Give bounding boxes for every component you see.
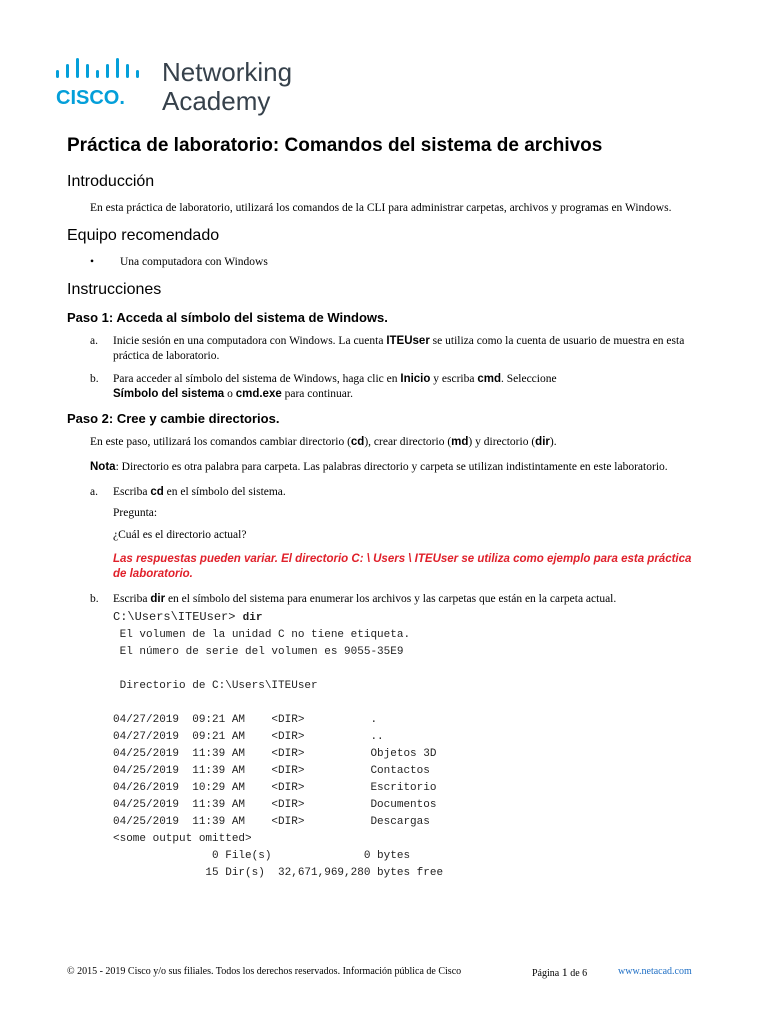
item-marker: b. (90, 373, 99, 385)
terminal-row: 04/25/2019 11:39 AM <DIR> Documentos (113, 799, 437, 811)
item-marker: a. (90, 486, 98, 498)
brand-name (162, 58, 292, 116)
intro-text: En esta práctica de laboratorio, utilizará los comandos de la CLI para administrar carpetas, archivos y programas en Windows. (90, 202, 672, 214)
step2-item-b-text: Escriba dir en el símbolo del sistema para enumerar los archivos y las carpetas que están en la carpeta actual. (113, 593, 617, 605)
document-body (67, 134, 707, 882)
equipment-heading: Equipo recomendado (67, 227, 220, 244)
intro-heading: Introducción (67, 173, 155, 190)
step1-item-b (90, 372, 707, 402)
terminal-row: 04/26/2019 10:29 AM <DIR> Escritorio (113, 782, 437, 794)
terminal-row: 04/27/2019 09:21 AM <DIR> . (113, 714, 378, 726)
step1-item-b-text: Para acceder al símbolo del sistema de Windows, haga clic en Inicio y escriba cmd. Seleccione Símbolo del sistema o cmd.exe para continuar. (113, 373, 557, 400)
terminal-file-count: 0 File(s) 0 bytes (113, 850, 411, 862)
step2-item-a (90, 485, 707, 500)
terminal-row: 04/25/2019 11:39 AM <DIR> Objetos 3D (113, 748, 437, 760)
terminal-serial: El número de serie del volumen es 9055-35E9 (113, 646, 404, 658)
terminal-omitted: <some output omitted> (113, 833, 252, 845)
note-label: Nota (90, 461, 116, 473)
step2-item-a-text: Escriba cd en el símbolo del sistema. (113, 486, 286, 498)
answer-text: Las respuestas pueden variar. El directorio C: \ Users \ ITEUser se utiliza como ejemplo para esta práctica de laboratorio. (113, 553, 692, 580)
step1-item-a-text: Inicie sesión en una computadora con Windows. La cuenta ITEUser se utiliza como la cuenta de usuario de muestra en esta práctica de laboratorio. (113, 335, 685, 362)
bullet-icon: • (90, 256, 95, 268)
item-marker: a. (90, 335, 98, 347)
step2-item-b (90, 592, 707, 607)
cisco-wordmark: CISCO. (56, 87, 125, 108)
cisco-bars-icon (54, 58, 154, 108)
terminal-prompt: C:\Users\ITEUser> (113, 610, 243, 624)
account-name: ITEUser (386, 335, 430, 347)
brand-line-academy: Academy (162, 86, 271, 116)
instructions-heading: Instrucciones (67, 281, 162, 298)
footer-page-number: Página 1 de 6 (532, 965, 588, 979)
terminal-row: 04/27/2019 09:21 AM <DIR> .. (113, 731, 384, 743)
step1-item-a (90, 334, 707, 364)
step2-title: Paso 2: Cree y cambie directorios. (67, 411, 280, 426)
footer-copyright: © 2015 - 2019 Cisco y/o sus filiales. Todos los derechos reservados. Información pública de Cisco (67, 966, 462, 977)
step1-title: Paso 1: Acceda al símbolo del sistema de Windows. (67, 310, 388, 325)
brand-line-networking: Networking (162, 57, 293, 87)
page-title: Práctica de laboratorio: Comandos del sistema de archivos (67, 135, 603, 156)
footer-url-link[interactable]: www.netacad.com (618, 966, 692, 977)
step2-intro: En este paso, utilizará los comandos cambiar directorio (cd), crear directorio (md) y directorio (dir). (90, 436, 557, 448)
question-label: Pregunta: (113, 507, 158, 519)
equipment-item-text: Una computadora con Windows (120, 256, 268, 268)
terminal-command: dir (242, 612, 263, 624)
terminal-row: 04/25/2019 11:39 AM <DIR> Descargas (113, 816, 430, 828)
equipment-item (90, 255, 707, 270)
terminal-dir-count: 15 Dir(s) 32,671,969,280 bytes free (113, 867, 444, 879)
terminal-row: 04/25/2019 11:39 AM <DIR> Contactos (113, 765, 430, 777)
step2-note: Nota: Directorio es otra palabra para carpeta. Las palabras directorio y carpeta se utilizan indistintamente en este laboratorio. (90, 461, 668, 473)
terminal-volume-label: El volumen de la unidad C no tiene etiqueta. (113, 629, 411, 641)
question-text: ¿Cuál es el directorio actual? (113, 529, 247, 541)
cisco-networking-academy-logo (54, 58, 314, 118)
terminal-directory-of: Directorio de C:\Users\ITEUser (113, 680, 318, 692)
item-marker: b. (90, 593, 99, 605)
terminal-output (113, 609, 707, 882)
